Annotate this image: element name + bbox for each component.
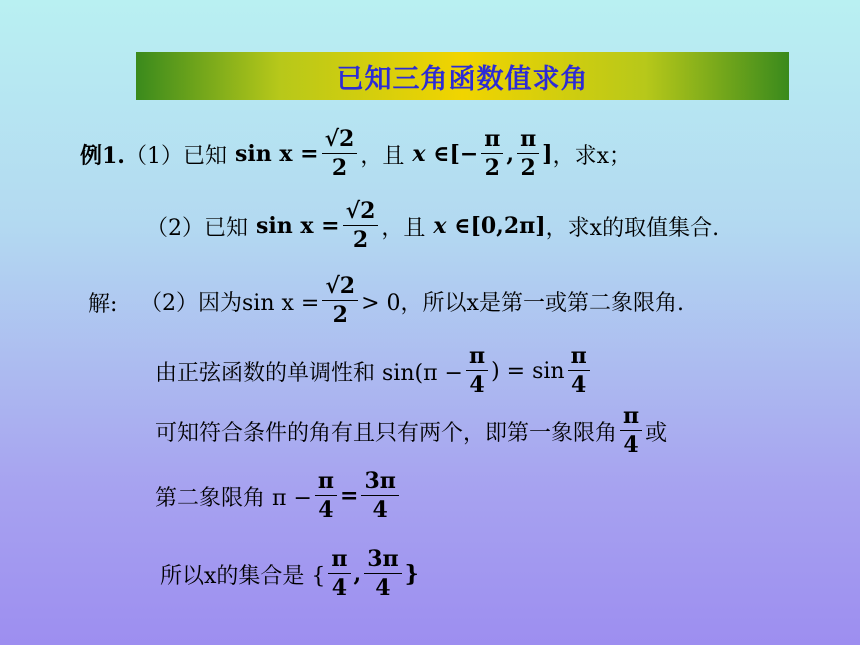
ask-text-1: ，求x； — [552, 143, 632, 169]
denominator: 4 — [469, 372, 485, 399]
solution-label: 解: — [88, 292, 118, 317]
solution-line-1 — [140, 275, 684, 327]
slide-title: 已知三角函数值求角 — [336, 63, 589, 95]
denominator: 4 — [623, 432, 639, 459]
fraction-pi-over-4 — [466, 345, 488, 397]
and-text: ，且 — [381, 215, 426, 241]
numerator: 3π — [361, 470, 398, 496]
solution-line-4 — [155, 470, 402, 522]
interval-right: ] — [542, 141, 553, 168]
solution-line-2 — [155, 345, 593, 397]
fraction-sqrt2-over-2 — [322, 128, 358, 180]
and-text: ，且 — [360, 143, 405, 169]
numerator: π — [568, 345, 590, 371]
denominator: 4 — [331, 575, 348, 602]
numerator: 3π — [364, 548, 401, 574]
solution-line-3 — [155, 405, 667, 457]
denominator: 4 — [372, 497, 388, 524]
numerator: π — [466, 345, 488, 371]
fraction-3pi-over-4 — [361, 470, 398, 522]
ask-text-2: ，求x的取值集合. — [545, 215, 720, 241]
interval-0-2pi: [0,2π] — [470, 213, 546, 240]
denominator: 2 — [520, 155, 536, 182]
fraction-pi-over-4 — [328, 548, 350, 600]
numerator: √2 — [322, 275, 358, 301]
equals: = — [340, 483, 359, 510]
or-text: 或 — [645, 420, 668, 446]
x-in: x ∈ — [412, 141, 450, 168]
second-quadrant-text: 第二象限角 π − — [155, 485, 312, 511]
numerator: π — [517, 128, 539, 154]
fraction-pi-over-4 — [620, 405, 642, 457]
fraction-pi-over-4 — [315, 470, 337, 522]
numerator: √2 — [343, 200, 379, 226]
denominator: 4 — [570, 372, 587, 399]
quadrant-text: > 0，所以x是第一或第二象限角. — [361, 290, 684, 316]
numerator: π — [481, 128, 503, 154]
example-label: 例1. — [80, 142, 125, 169]
solution-label-line — [88, 287, 117, 318]
denominator: 2 — [332, 302, 348, 329]
example-line-1 — [80, 128, 631, 180]
two-angles-text: 可知符合条件的角有且只有两个，即第一象限角 — [155, 420, 618, 446]
sin-expression: sin x = — [234, 141, 319, 168]
set-text: 所以x的集合是 { — [160, 563, 326, 589]
solution-line-5 — [160, 548, 419, 600]
interval-left: [− — [449, 141, 479, 168]
denominator: 2 — [331, 155, 348, 182]
part1-label: （1）已知 — [124, 143, 227, 169]
fraction-sqrt2-over-2 — [343, 200, 379, 252]
numerator: √2 — [322, 128, 358, 154]
denominator: 4 — [375, 575, 391, 602]
comma: , — [353, 561, 362, 588]
denominator: 4 — [318, 497, 334, 524]
example-line-2 — [146, 200, 719, 252]
monotonic-text: 由正弦函数的单调性和 sin(π − — [155, 360, 463, 386]
fraction-3pi-over-4 — [364, 548, 401, 600]
x-in: x ∈ — [433, 213, 471, 240]
numerator: π — [315, 470, 337, 496]
part2-label: （2）已知 — [146, 215, 248, 241]
numerator: π — [620, 405, 642, 431]
equals-sin-text: ) = sin — [491, 358, 565, 384]
fraction-sqrt2-over-2 — [322, 275, 358, 327]
fraction-pi-over-4 — [568, 345, 590, 397]
fraction-pi-over-2 — [481, 128, 503, 180]
right-brace: } — [404, 561, 419, 588]
denominator: 2 — [352, 227, 369, 254]
comma: , — [506, 141, 515, 168]
sin-expression: sin x = — [256, 213, 340, 240]
title-banner — [136, 52, 789, 100]
denominator: 2 — [484, 155, 500, 182]
because-text: （2）因为sin x = — [140, 290, 320, 316]
numerator: π — [328, 548, 350, 574]
fraction-pi-over-2 — [517, 128, 539, 180]
